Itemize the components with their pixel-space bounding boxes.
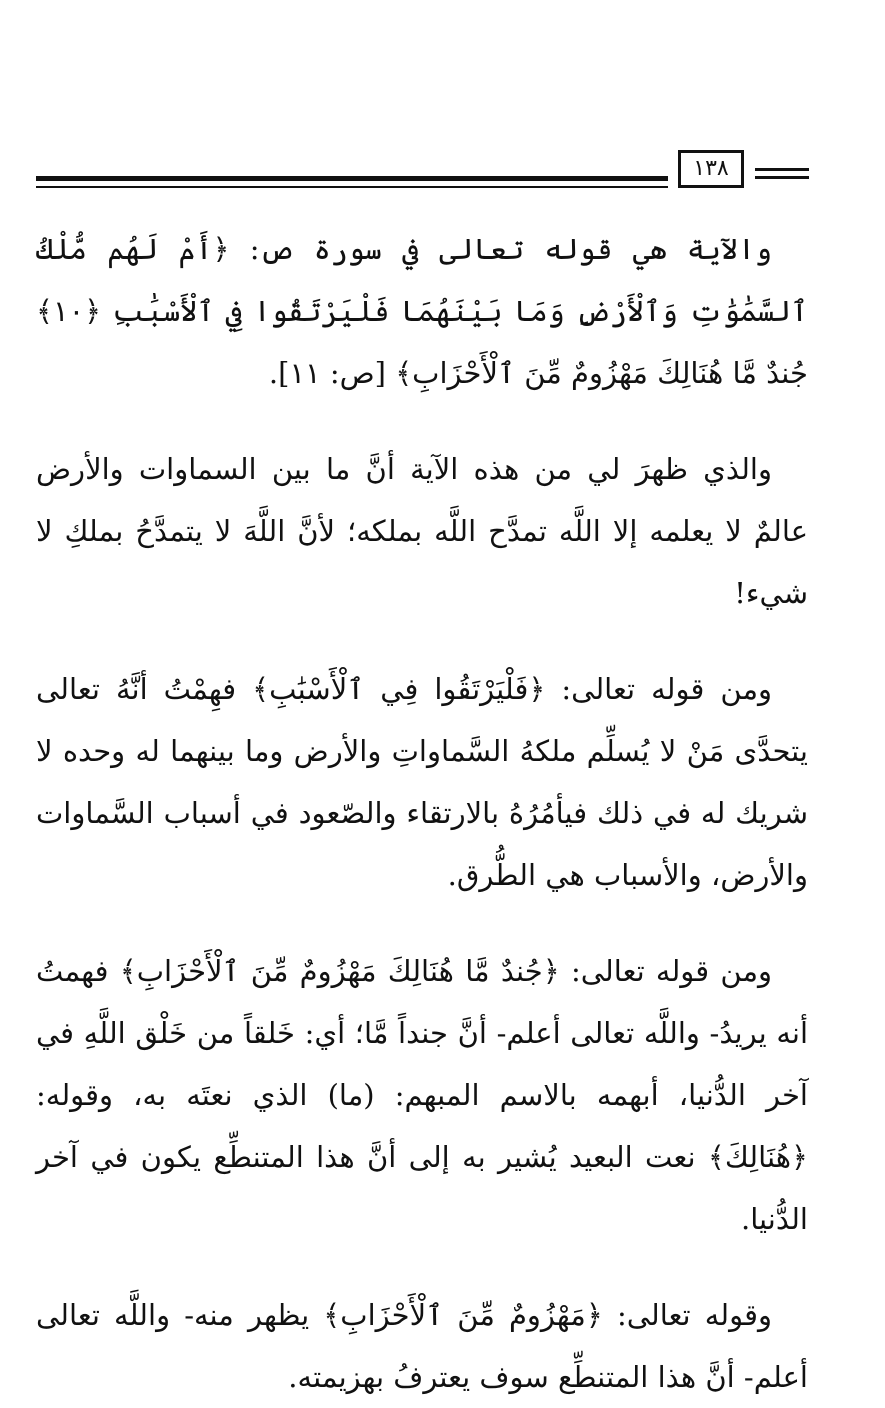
page-body (36, 218, 808, 1408)
paragraph: وقوله تعالى: ﴿مَهْزُومٌ مِّنَ ٱلْأَحْزَابِ﴾ يظهر منه- واللَّه تعالى أعلم- أنَّ هذا المتنطِّع سوف يعترفُ بهزيمته. (36, 1298, 808, 1394)
paragraph: والذي ظهرَ لي من هذه الآية أنَّ ما بين السماوات والأرض عالمٌ لا يعلمه إلا اللَّه تمدَّح اللَّه بملكه؛ لأنَّ اللَّهَ لا يتمدَّحُ بملكِ لا شيء! (36, 452, 808, 610)
page-number: ١٣٨ (678, 150, 744, 188)
page-header (36, 150, 809, 194)
paragraph: ومن قوله تعالى: ﴿فَلْيَرْتَقُوا فِي ٱلْأَسْبَٰبِ﴾ فهِمْتُ أنَّهُ تعالى يتحدَّى مَنْ لا يُسلِّم ملكهُ السَّماواتِ والأرض وما بينهما له وحده لا شريك له في ذلك فيأمُرُهُ بالارتقاء والصّعود في أسباب السَّماوات والأرض، والأسباب هي الطُّرق. (36, 672, 808, 892)
paragraph: ومن قوله تعالى: ﴿جُندٌ مَّا هُنَالِكَ مَهْزُومٌ مِّنَ ٱلْأَحْزَابِ﴾ فهمتُ أنه يريدُ- واللَّه تعالى أعلم- أنَّ جنداً مَّا؛ أي: خَلقاً من خَلْق اللَّهِ في آخر الدُّنيا، أبهمه بالاسم المبهم: (ما) الذي نعتَه به، وقوله: ﴿هُنَالِكَ﴾ نعت البعيد يُشير به إلى أنَّ هذا المتنطِّع يكون في آخر الدُّنيا. (36, 954, 808, 1236)
header-rule-thin (36, 186, 668, 188)
header-rule-thick (36, 176, 668, 181)
paragraph: والآية هي قوله تعالى في سورة ص: ﴿أَمْ لَهُم مُّلْكُ ٱلسَّمَٰوَٰتِ وَٱلْأَرْضِ وَمَا بَيْنَهُمَا فَلْيَرْتَقُوا فِي ٱلْأَسْبَٰبِ ﴿١٠﴾ جُندٌ مَّا هُنَالِكَ مَهْزُومٌ مِّنَ ٱلْأَحْزَابِ﴾ [ص: ١١]. (36, 232, 808, 390)
header-rule-short-bottom (755, 176, 809, 179)
header-rule-short-top (755, 168, 809, 171)
